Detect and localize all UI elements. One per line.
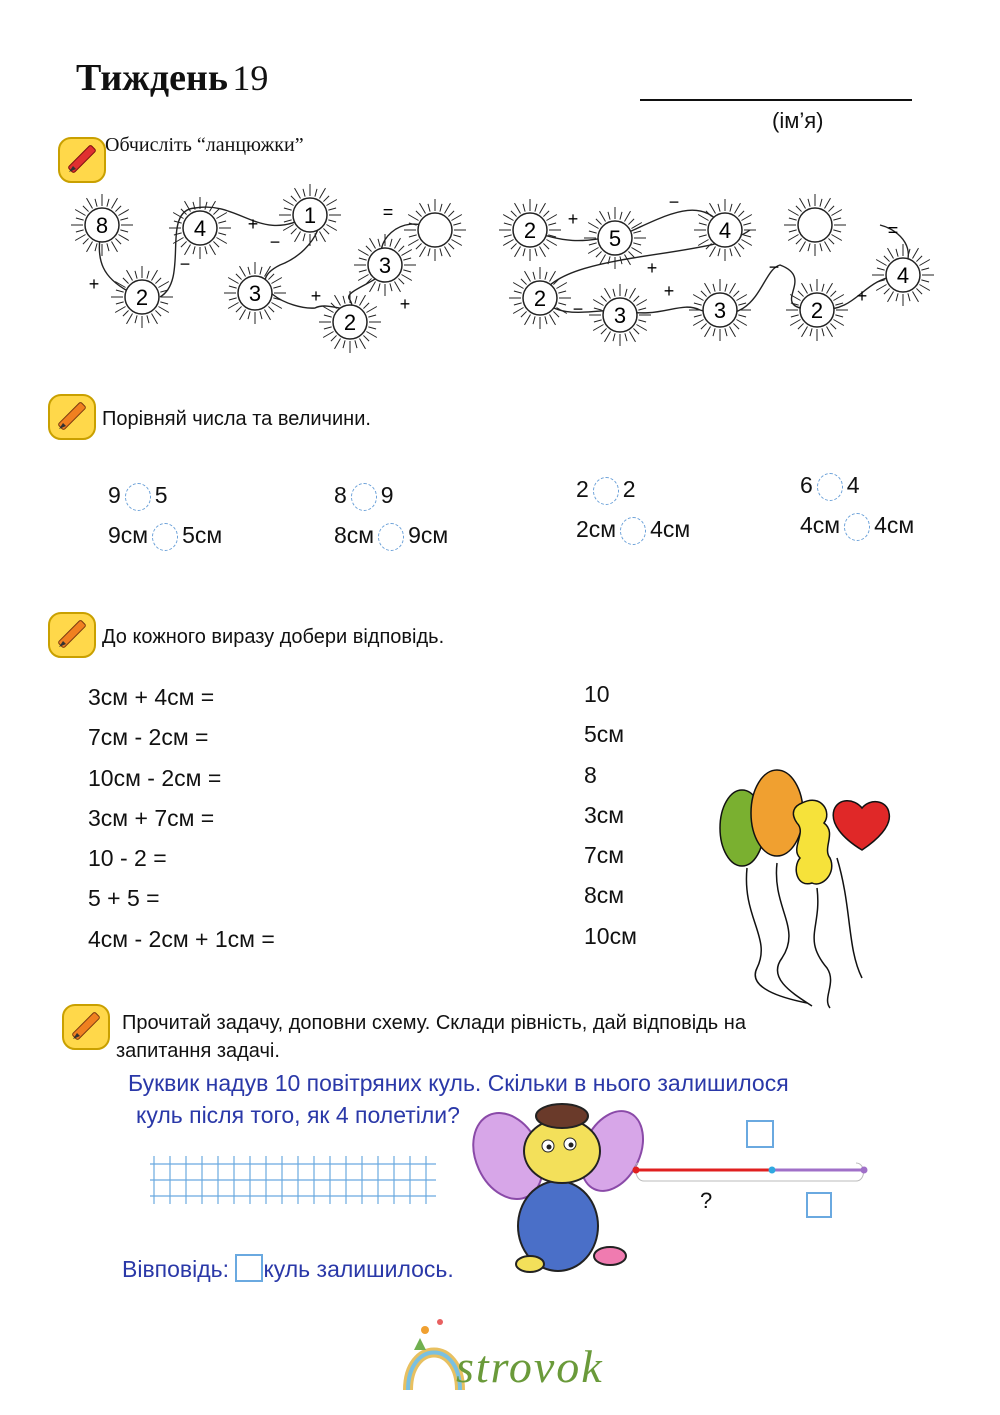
task2-instruction: Порівняй числа та величини.: [102, 408, 371, 430]
sun-number: 1: [303, 203, 317, 228]
sun-number: 8: [95, 213, 109, 238]
pencil-icon: [60, 1002, 112, 1057]
problem-line2: куль після того, як 4 полетіли?: [136, 1102, 460, 1128]
expression: 10см - 2см =: [88, 764, 222, 791]
value: 2: [622, 476, 636, 502]
title-word: Тиждень: [76, 57, 228, 99]
sun-node: [279, 184, 341, 246]
sun-node: [786, 279, 848, 341]
expression: 4см - 2см + 1см =: [88, 925, 275, 952]
compare-blank[interactable]: [351, 483, 377, 511]
sun-nodes: [71, 184, 934, 353]
sun-node[interactable]: [404, 199, 466, 261]
answer-line: [122, 1254, 454, 1283]
sun-number: 2: [343, 310, 357, 335]
sun-node: [111, 266, 173, 328]
value: 5см: [182, 522, 223, 548]
chain-diagram: [60, 170, 950, 360]
value: 8см: [334, 522, 375, 548]
name-label: (ім’я): [772, 108, 824, 133]
compare-pair-4-top: [800, 472, 860, 501]
scheme-box-bottom[interactable]: [806, 1192, 832, 1218]
sun-node: [224, 262, 286, 324]
sun-number: 2: [135, 285, 149, 310]
expression: 10 - 2 =: [88, 845, 167, 872]
chain-operator: +: [567, 209, 579, 229]
chain-operator: +: [399, 294, 411, 314]
chain-operator: −: [572, 299, 584, 319]
sun-node[interactable]: [784, 194, 846, 256]
compare-pair-3-top: [576, 476, 636, 505]
answer-option[interactable]: 7см: [584, 842, 625, 869]
chain-operator: +: [646, 258, 658, 278]
sun-number: 2: [810, 298, 824, 323]
balloons-illustration: [712, 768, 922, 1010]
task1-instruction: Обчисліть “ланцюжки”: [105, 134, 304, 156]
answer-option[interactable]: 10: [584, 681, 610, 707]
chain-operator: +: [88, 274, 100, 294]
compare-blank[interactable]: [844, 513, 870, 541]
pencil-icon: [46, 610, 98, 665]
scheme-box-top[interactable]: [746, 1120, 774, 1148]
value: 9см: [408, 522, 449, 548]
expression: 3см + 4см =: [88, 684, 215, 710]
compare-blank[interactable]: [152, 523, 178, 551]
value: 2: [576, 476, 589, 502]
logo-text: strovok: [456, 1341, 604, 1392]
answer-option[interactable]: 5см: [584, 721, 625, 748]
compare-blank[interactable]: [817, 473, 843, 501]
segment-scheme: [630, 1155, 870, 1189]
answer-option[interactable]: 10см: [584, 922, 637, 949]
task3-instruction: До кожного виразу добери відповідь.: [102, 626, 445, 648]
answer-list: [584, 674, 637, 956]
chain-operator: +: [310, 286, 322, 306]
answer-label: Вівповідь:: [122, 1256, 230, 1282]
value: 9: [108, 482, 121, 508]
answer-option[interactable]: 3см: [584, 801, 625, 828]
sun-number: 3: [378, 253, 392, 278]
sun-number: 2: [533, 286, 547, 311]
sun-node: [584, 207, 646, 269]
sun-number: 3: [713, 298, 727, 323]
value: 4см: [874, 512, 915, 538]
sun-number: 4: [896, 263, 910, 288]
sun-node: [499, 199, 561, 261]
value: 4см: [800, 512, 841, 538]
answer-suffix: куль залишилось.: [263, 1256, 454, 1282]
value: 4см: [650, 516, 691, 542]
pencil-icon: [46, 392, 98, 447]
chain-operator: +: [856, 286, 868, 306]
page-title: [76, 56, 268, 100]
chain-operator: +: [663, 281, 675, 301]
value: 4: [846, 472, 860, 498]
value: 2см: [576, 516, 617, 542]
chain-operator: =: [382, 202, 394, 222]
value: 6: [800, 472, 813, 498]
title-number: 19: [232, 58, 269, 98]
compare-blank[interactable]: [125, 483, 151, 511]
answer-option[interactable]: 8: [584, 761, 597, 788]
equation-grid[interactable]: [150, 1156, 436, 1204]
sun-node: [169, 197, 231, 259]
value: 5: [154, 482, 168, 508]
problem-line1: Буквик надув 10 повітряних куль. Скільки в нього залишилося: [128, 1070, 789, 1096]
sun-node: [319, 291, 381, 353]
character-illustration: [470, 1096, 646, 1278]
chain-operator: −: [269, 232, 281, 252]
sun-number: 2: [523, 218, 537, 243]
sun-number: 5: [608, 226, 622, 251]
task4-instruction-line2: запитання задачі.: [116, 1040, 280, 1062]
sun-node: [694, 199, 756, 261]
name-line[interactable]: [640, 99, 912, 101]
compare-pair-2-top: [334, 482, 394, 511]
sun-node: [689, 279, 751, 341]
expression: 5 + 5 =: [88, 885, 160, 912]
answer-box[interactable]: [235, 1254, 263, 1282]
compare-blank[interactable]: [378, 523, 404, 551]
compare-pair-1-bottom: [108, 522, 222, 551]
ostrovok-logo: [400, 1310, 670, 1400]
expression: 7см - 2см =: [88, 724, 209, 751]
chain-operator: +: [247, 214, 259, 234]
chain-operator: =: [887, 220, 899, 240]
sun-number: 3: [613, 303, 627, 328]
value: 8: [334, 482, 347, 508]
compare-pair-2-bottom: [334, 522, 448, 551]
expression-list: [88, 677, 275, 959]
sun-node: [872, 244, 934, 306]
sun-number: 3: [248, 281, 262, 306]
compare-blank[interactable]: [620, 517, 646, 545]
sun-node: [354, 234, 416, 296]
value: 9см: [108, 522, 149, 548]
compare-pair-1-top: [108, 482, 168, 511]
chain-operator: −: [768, 257, 780, 277]
answer-option[interactable]: 8см: [584, 882, 625, 909]
scheme-question-mark: ?: [700, 1188, 713, 1213]
expression: 3см + 7см =: [88, 804, 215, 831]
compare-blank[interactable]: [593, 477, 619, 505]
chain-operator: −: [668, 192, 680, 212]
sun-node: [71, 194, 133, 256]
compare-pair-3-bottom: [576, 516, 690, 545]
sun-number: 4: [718, 218, 732, 243]
value: 9: [380, 482, 394, 508]
task4-instruction-line1: Прочитай задачу, доповни схему. Склади рівність, дай відповідь на: [122, 1012, 746, 1034]
sun-number: 4: [193, 216, 207, 241]
sun-node: [509, 267, 571, 329]
compare-pair-4-bottom: [800, 512, 914, 541]
sun-node: [589, 284, 651, 346]
chain-operator: −: [179, 254, 191, 274]
